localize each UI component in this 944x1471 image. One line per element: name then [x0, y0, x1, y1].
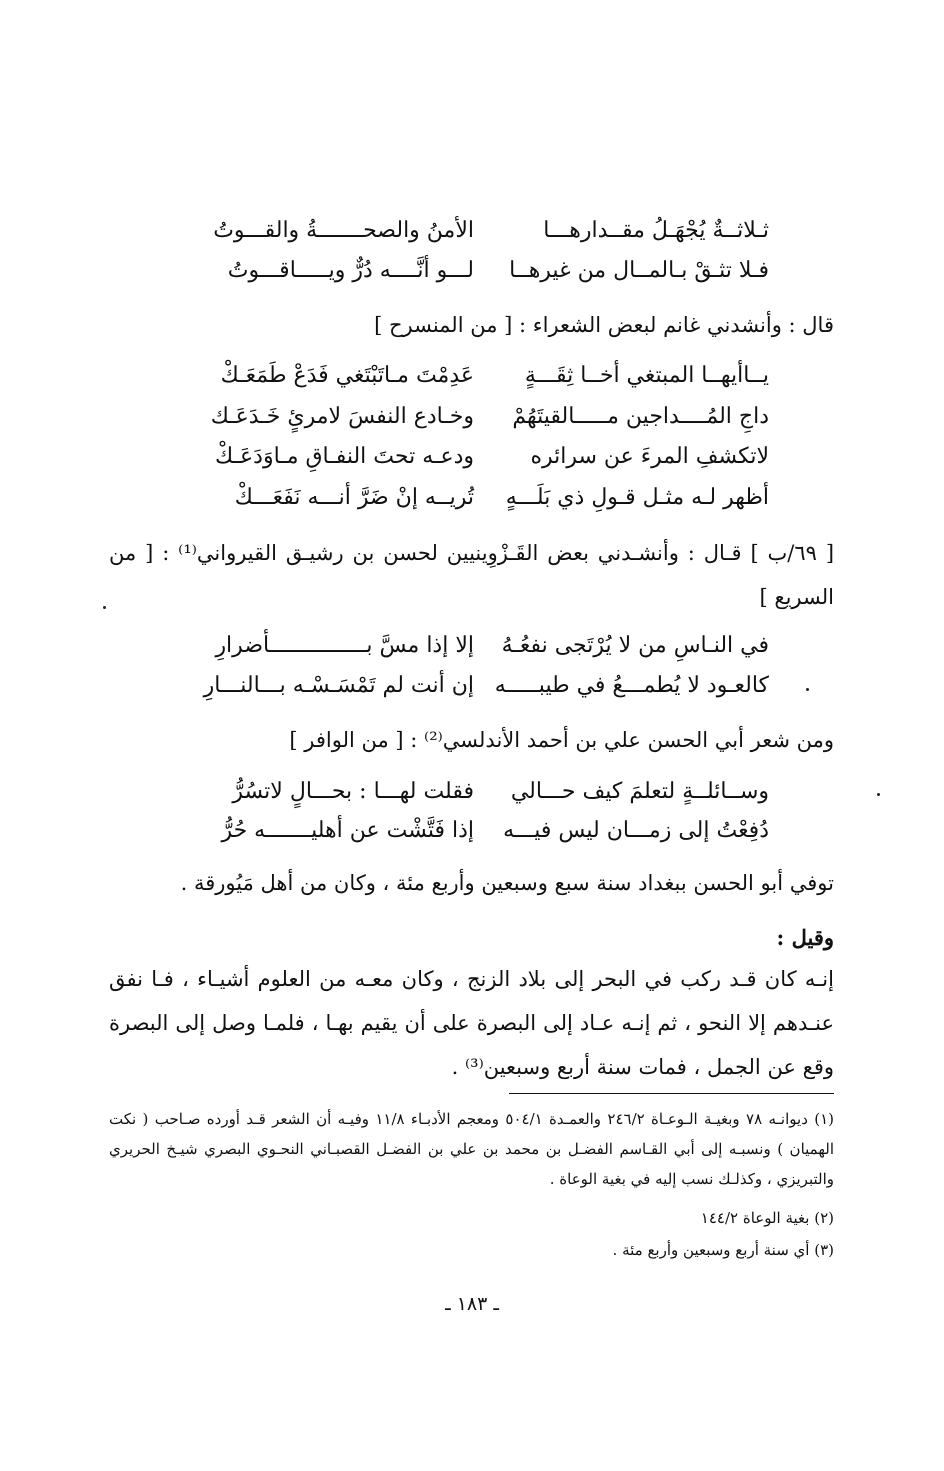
scan-speck	[877, 793, 880, 796]
hemistich-first: دُفِعْتُ إلى زمـــان ليس فيـــه	[503, 818, 769, 843]
hemistich-second: فقلت لهـــا : بحـــالٍ لاتسُرُّ	[232, 779, 474, 804]
verse-line	[0, 626, 944, 666]
hemistich-second: ودعـه تحتَ النفـاقِ مـاوَدَعَـكْ	[215, 444, 474, 469]
verse-line	[0, 437, 944, 477]
hemistich-first: كالعـود لا يُطمـــعُ في طيبـــــه	[494, 673, 769, 698]
hemistich-first: لاتكشفِ المرءَ عن سرائره	[530, 444, 769, 469]
paragraph: توفي أبو الحسن ببغداد سنة سبع وسبعين وأربع مئة ، وكان من أهل مَيُورقة .	[180, 871, 834, 895]
hemistich-second: عَدِمْتَ مـاتَبْتَغي فَدَعْ طَمَعَـكْ	[220, 363, 474, 388]
verse-line	[0, 772, 944, 812]
verse-intro: [ ٦٩/ب ] قـال : وأنشـدني بعض القَـزْوِينيين لحسن بن رشيـق القيرواني⁽¹⁾ : [ من السريع ]	[109, 541, 835, 609]
footnote: (١) ديوانـه ٧٨ وبغيـة الـوعـاة ٢٤٦/٢ والعمـدة ٥٠٤/١ ومعجم الأدبـاء ١١/٨ وفيـه أن الشعر قـد أورده صـاحب ( نكت الهميان ) ونسبـه إلى أبي القـاسم الفضـل بن محمد بن علي بن الفضـل القصبـاني النحـوي البصري شيـخ الحريري والتبريزي ، وكذلـك نسب إليه في بغية الوعاة .	[109, 1110, 834, 1188]
verse-line	[0, 666, 944, 706]
hemistich-second: إن أنت لم تَمْسَـسْـه بـــالنـــارِ	[203, 673, 474, 698]
hemistich-second: تُريــه إنْ ضَرَّ أنـــه نَفَعَـــكْ	[234, 485, 474, 510]
verse-line	[0, 478, 944, 518]
hemistich-second: وخـادع النفسَ لامرئٍ خَـدَعَـك	[210, 404, 474, 429]
footnote: (٣) أي سنة أربع وسبعين وأربع مئة .	[612, 1241, 834, 1259]
hemistich-second: إذا فَتَّشْت عن أهليـــــــه حُرُّ	[221, 818, 474, 843]
verse-line	[0, 211, 944, 251]
footnote: (٢) بغية الوعاة ١٤٤/٢	[700, 1209, 834, 1227]
hemistich-first: في النـاسِ من لا يُرْتَجى نفعُـهُ	[501, 633, 769, 658]
section-label: وقيل :	[776, 925, 834, 950]
hemistich-first: فـلا تثـقْ بـالمــال من غيرهــا	[509, 258, 769, 283]
verse-line	[0, 251, 944, 291]
hemistich-first: ثـلاثــةٌ يُجْهَـلُ مقــدارهـــا	[543, 218, 769, 243]
verse-line	[0, 356, 944, 396]
hemistich-first: داجِ المُــــداجين مـــــالقيتَهُمْ	[512, 404, 769, 429]
hemistich-first: يــاأيهــا المبتغي أخــا ثِقَـــةٍ	[524, 363, 769, 388]
footnote-separator	[509, 1093, 834, 1094]
scan-speck	[806, 688, 809, 691]
hemistich-first: أظهر لـه مثـل قـولِ ذي بَلَـــهٍ	[505, 485, 769, 510]
hemistich-second: الأمنُ والصحـــــــةُ والقـــوتُ	[213, 218, 474, 243]
hemistich-second: لـــو أنَّــــه دُرٌّ ويـــــاقـــوتُ	[227, 258, 474, 283]
verse-line	[0, 397, 944, 437]
verse-intro: ومن شعر أبي الحسن علي بن أحمد الأندلسي⁽²⁾ : [ من الوافر ]	[289, 728, 834, 752]
verse-line	[0, 811, 944, 851]
page-number: ـ ١٨٣ ـ	[445, 1293, 499, 1315]
scan-speck	[103, 606, 106, 609]
hemistich-second: إلا إذا مسَّ بـــــــــــــــأضرارِ	[215, 633, 474, 658]
hemistich-first: وســائلــةٍ لتعلمَ كيف حـــالي	[510, 779, 769, 804]
paragraph: إنـه كان قـد ركب في البحر إلى بلاد الزنج ، وكان معـه من العلوم أشيـاء ، فـا نفق عنـدهم إلا النحو ، ثم إنـه عـاد إلى البصرة على أن يقيم بهـا ، فلمـا وصل إلى البصرة وقع عن الجمل ، فمات سنة أربع وسبعين⁽³⁾ .	[109, 967, 834, 1079]
verse-intro: قال : وأنشدني غانم لبعض الشعراء : [ من المنسرح ]	[374, 313, 834, 337]
